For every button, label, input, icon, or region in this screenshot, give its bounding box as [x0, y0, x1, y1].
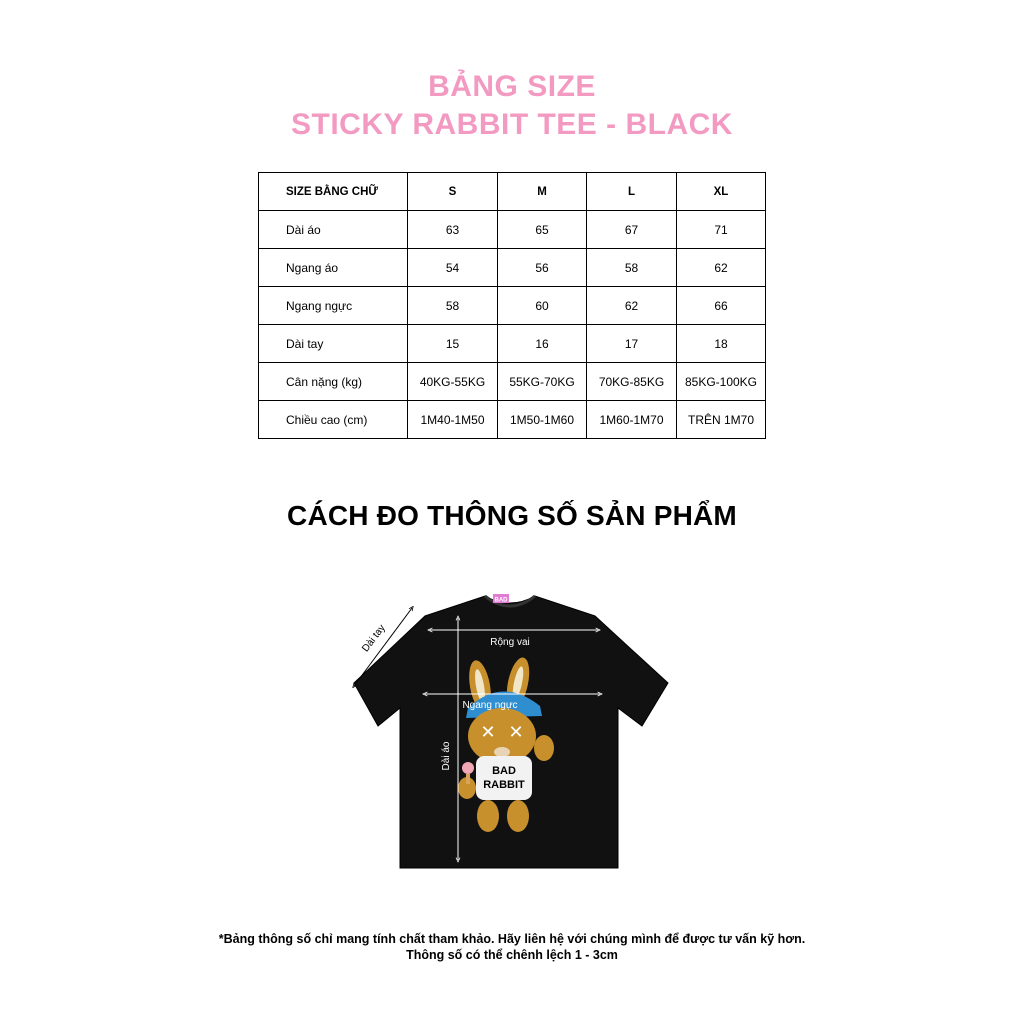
- table-cell: 54: [408, 249, 498, 287]
- table-row: [259, 401, 766, 439]
- table-cell: 56: [498, 249, 587, 287]
- table-cell: 63: [408, 211, 498, 249]
- measure-section-title: CÁCH ĐO THÔNG SỐ SẢN PHẨM: [287, 500, 737, 531]
- row-label: Chiều cao (cm): [259, 401, 408, 439]
- footnote-line-1: *Bảng thông số chỉ mang tính chất tham khảo. Hãy liên hệ với chúng mình để được tư vấn kỹ hơn.: [218, 932, 806, 946]
- table-cell: 62: [677, 249, 766, 287]
- size-m-header: M: [498, 173, 587, 211]
- table-cell: 1M50-1M60: [498, 401, 587, 439]
- table-row: [259, 325, 766, 363]
- table-cell: 70KG-85KG: [587, 363, 677, 401]
- table-cell: 1M40-1M50: [408, 401, 498, 439]
- neck-tag-text: BAD: [494, 597, 508, 604]
- table-cell: 62: [587, 287, 677, 325]
- svg-text:✕: ✕: [480, 722, 496, 743]
- svg-text:✕: ✕: [508, 722, 524, 743]
- table-cell: TRÊN 1M70: [677, 401, 766, 439]
- table-cell: 58: [587, 249, 677, 287]
- table-cell: 58: [408, 287, 498, 325]
- table-cell: 18: [677, 325, 766, 363]
- table-cell: 66: [677, 287, 766, 325]
- table-cell: 65: [498, 211, 587, 249]
- footnote-line-2: Thông số có thể chênh lệch 1 - 3cm: [406, 948, 618, 962]
- title-line-2: STICKY RABBIT TEE - BLACK: [291, 108, 733, 141]
- table-row: [259, 211, 766, 249]
- chest-label: Ngang ngực: [462, 700, 518, 711]
- size-l-header: L: [587, 173, 677, 211]
- table-row: [259, 363, 766, 401]
- table-row: [259, 249, 766, 287]
- size-xl-header: XL: [677, 173, 766, 211]
- table-header-row: [259, 173, 766, 211]
- table-cell: 55KG-70KG: [498, 363, 587, 401]
- table-cell: 17: [587, 325, 677, 363]
- row-label: Ngang áo: [259, 249, 408, 287]
- table-cell: 15: [408, 325, 498, 363]
- row-label: Ngang ngực: [259, 287, 408, 325]
- table-cell: 85KG-100KG: [677, 363, 766, 401]
- print-text-line-2: RABBIT: [483, 779, 525, 791]
- length-label: Dài áo: [441, 741, 452, 771]
- shoulder-label: Rộng vai: [490, 637, 530, 648]
- row-label: Cân nặng (kg): [259, 363, 408, 401]
- row-label: Dài áo: [259, 211, 408, 249]
- table-cell: 60: [498, 287, 587, 325]
- title-line-1: BẢNG SIZE: [428, 70, 596, 103]
- table-row: [259, 287, 766, 325]
- table-cell: 1M60-1M70: [587, 401, 677, 439]
- table-header-label: SIZE BẰNG CHỮ: [259, 173, 408, 211]
- print-text-line-1: BAD: [492, 765, 516, 777]
- sleeve-label: Dài tay: [360, 622, 388, 655]
- size-table: [258, 172, 766, 439]
- table-cell: 71: [677, 211, 766, 249]
- table-cell: 40KG-55KG: [408, 363, 498, 401]
- size-s-header: S: [408, 173, 498, 211]
- footnote: [0, 931, 1024, 963]
- table-cell: 67: [587, 211, 677, 249]
- table-cell: 16: [498, 325, 587, 363]
- tshirt-measurement-diagram: [330, 588, 690, 878]
- row-label: Dài tay: [259, 325, 408, 363]
